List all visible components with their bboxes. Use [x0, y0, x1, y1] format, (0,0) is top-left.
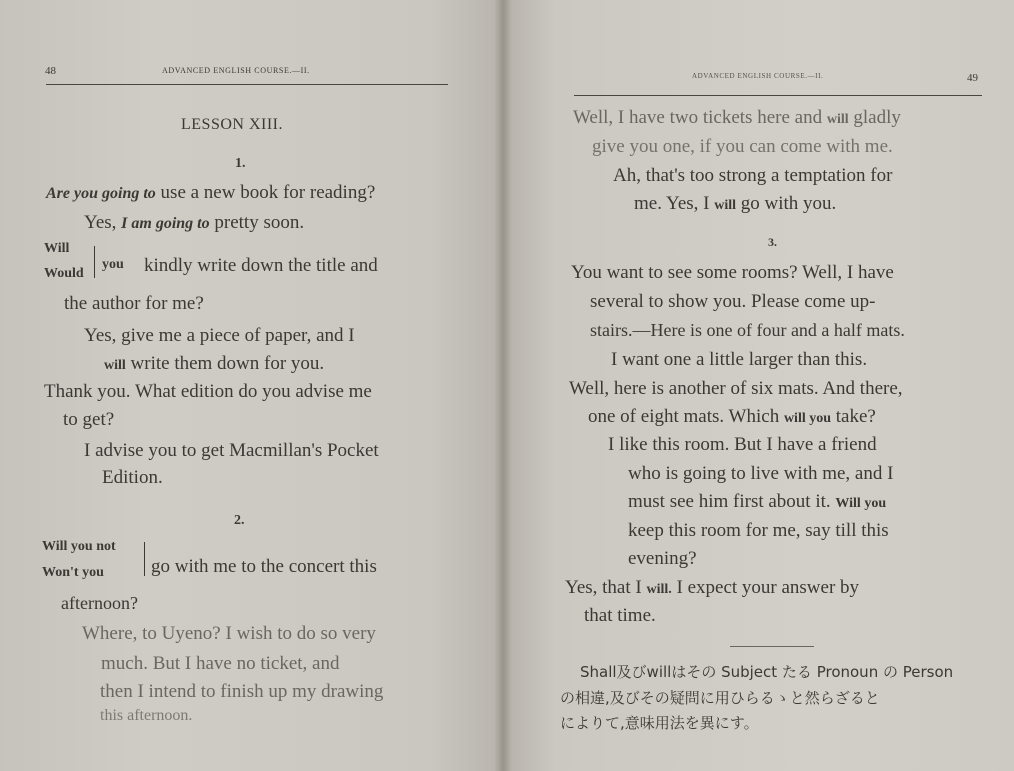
answer-line: then I intend to finish up my drawing	[100, 681, 384, 702]
question-line: me. Yes, I will go with you.	[634, 193, 837, 214]
question-line: the author for me?	[64, 293, 204, 314]
lesson-title: LESSON XIII.	[181, 116, 283, 133]
will-you-not-option: Will you not	[42, 539, 116, 554]
answer-line: who is going to live with me, and I	[628, 463, 894, 484]
left-page	[0, 0, 504, 771]
page-number: 49	[967, 72, 978, 84]
question-line: go with me to the concert this	[151, 556, 377, 577]
question-line: several to show you. Please come up-	[590, 291, 876, 312]
brace	[94, 246, 95, 278]
question-line: kindly write down the title and	[144, 255, 378, 276]
answer-line: give you one, if you can come with me.	[592, 136, 893, 157]
wont-you-option: Won't you	[42, 565, 104, 580]
header-rule	[574, 95, 982, 96]
brace	[144, 542, 145, 576]
question-line: Yes, that I will. I expect your answer by	[565, 577, 860, 598]
you-word: you	[102, 257, 124, 272]
question-line: afternoon?	[61, 593, 138, 613]
question-line: stairs.—Here is one of four and a half mats.	[590, 320, 905, 340]
answer-line: must see him first about it. Will you	[628, 491, 887, 512]
will-option: Will	[44, 241, 70, 256]
question-line: that time.	[584, 605, 656, 626]
question-line: one of eight mats. Which will you take?	[588, 406, 876, 427]
answer-line: this afternoon.	[100, 707, 193, 724]
answer-line: I advise you to get Macmillan's Pocket	[84, 440, 379, 461]
answer-line: I like this room. But I have a friend	[608, 434, 877, 455]
question-line: Well, here is another of six mats. And there,	[569, 378, 903, 399]
section-number: 1.	[235, 156, 246, 171]
answer-line: Yes, I am going to pretty soon.	[84, 212, 305, 233]
question-line: Ah, that's too strong a temptation for	[613, 165, 893, 186]
answer-line: keep this room for me, say till this	[628, 520, 889, 541]
answer-line: Where, to Uyeno? I wish to do so very	[82, 623, 376, 644]
answer-line: Well, I have two tickets here and will gladly	[573, 107, 901, 128]
book-gutter	[494, 0, 512, 771]
question-line: You want to see some rooms? Well, I have	[571, 262, 894, 283]
note-rule	[730, 646, 814, 647]
answer-line: Yes, give me a piece of paper, and I	[84, 325, 355, 346]
note-line: の相違,及びその疑問に用ひらるゝと然らざると	[560, 689, 880, 707]
note-line: Shall及びwillはその Subject たる Pronoun の Person	[580, 663, 954, 681]
running-head: ADVANCED ENGLISH COURSE.—II.	[692, 72, 824, 80]
question-line: Are you going to use a new book for reading?	[46, 182, 376, 203]
page-number: 48	[45, 65, 56, 77]
answer-line: Edition.	[102, 467, 163, 488]
answer-line: I want one a little larger than this.	[611, 349, 868, 370]
right-page	[504, 0, 1014, 771]
running-head: ADVANCED ENGLISH COURSE.—II.	[162, 66, 310, 75]
section-number: 3.	[768, 235, 777, 249]
answer-line: much. But I have no ticket, and	[101, 653, 340, 674]
would-option: Would	[44, 266, 84, 281]
answer-line: evening?	[628, 548, 697, 569]
header-rule	[46, 84, 448, 85]
question-line: Thank you. What edition do you advise me	[44, 381, 372, 402]
answer-line: will write them down for you.	[104, 353, 325, 374]
note-line: によりて,意味用法を異にす。	[560, 714, 759, 732]
question-line: to get?	[63, 409, 115, 430]
section-number: 2.	[234, 513, 245, 528]
